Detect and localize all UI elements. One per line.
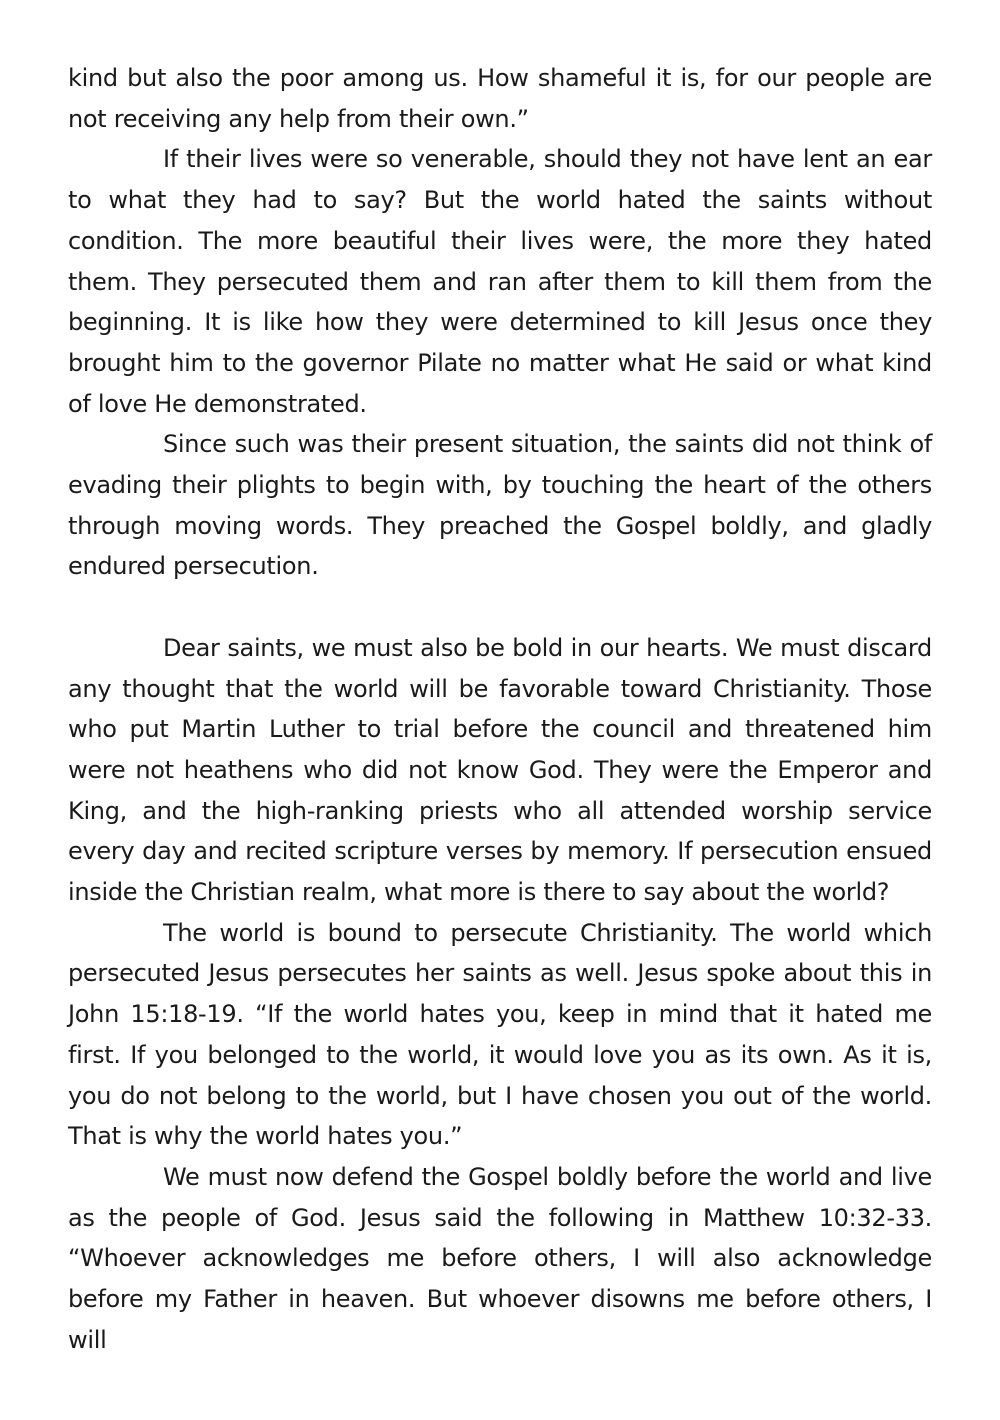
document-page: [68, 58, 932, 1360]
paragraph-1: kind but also the poor among us. How shameful it is, for our people are not receiving any help from their own.”: [68, 64, 932, 133]
paragraph-3: Since such was their present situation, the saints did not think of evading their plights to begin with, by touching the heart of the others through moving words. They preached the Gospel boldly, and gladly endured persecution.: [68, 430, 932, 581]
paragraph-6: We must now defend the Gospel boldly before the world and live as the people of God. Jesus said the following in Matthew 10:32-33. “Whoever acknowledges me before others, I will also acknowledge before my Father in heaven. But whoever disowns me before others, I will: [68, 1162, 932, 1354]
paragraph-5: The world is bound to persecute Christianity. The world which persecuted Jesus persecutes her saints as well. Jesus spoke about this in John 15:18-19. “If the world hates you, keep in mind that it hated me first. If you belonged to the world, it would love you as its own. As it is, you do not belong to the world, but I have chosen you out of the world. That is why the world hates you.”: [68, 918, 932, 1151]
paragraph-4: Dear saints, we must also be bold in our hearts. We must discard any thought that the world will be favorable toward Christianity. Those who put Martin Luther to trial before the council and threatened him were not heathens who did not know God. They were the Emperor and King, and the high-ranking priests who all attended worship service every day and recited scripture verses by memory. If persecution ensued inside the Christian realm, what more is there to say about the world?: [68, 633, 932, 907]
paragraph-2: If their lives were so venerable, should they not have lent an ear to what they had to say? But the world hated the saints without condition. The more beautiful their lives were, the more they hated them. They persecuted them and ran after them to kill them from the beginning. It is like how they were determined to kill Jesus once they brought him to the governor Pilate no matter what He said or what kind of love He demonstrated.: [68, 145, 932, 418]
